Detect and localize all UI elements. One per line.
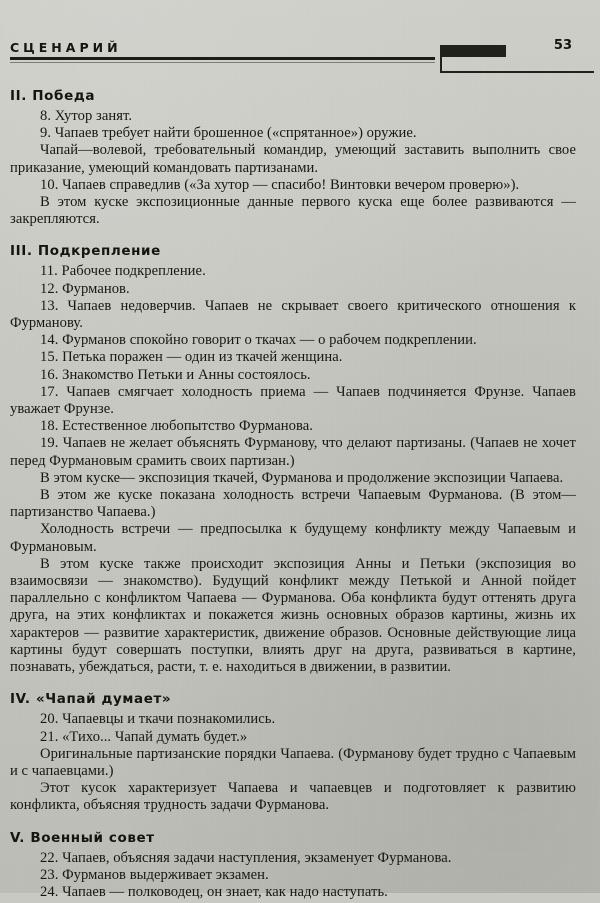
section-podkreplenie bbox=[10, 243, 576, 676]
header-rule bbox=[10, 57, 435, 60]
running-title: СЦЕНАРИЙ bbox=[10, 40, 122, 55]
paragraph: Оригинальные партизанские порядки Чапаева. (Фурманову будет трудно с Чапаевым и с чапаевцами.) bbox=[10, 745, 576, 779]
paragraph: 22. Чапаев, объясняя задачи наступления, экзаменует Фурманова. bbox=[40, 849, 452, 866]
paragraph: 24. Чапаев — полководец, он знает, как надо наступать. bbox=[40, 883, 388, 900]
paragraph: Чапай—волевой, требовательный командир, умеющий заставить выполнить свое приказание, умеющий командовать партизанами. bbox=[10, 142, 576, 176]
paragraph: В этом же куске показана холодность встречи Чапаевым Фурманова. (В этом— партизанство Чапаева.) bbox=[10, 487, 576, 521]
paragraph: 18. Естественное любопытство Фурманова. bbox=[40, 418, 313, 435]
paragraph: 20. Чапаевцы и ткачи познакомились. bbox=[40, 711, 276, 728]
paragraph: 8. Хутор занят. bbox=[40, 108, 133, 124]
paragraph: 19. Чапаев не желает объяснять Фурманову, что делают партизаны. (Чапаев не хочет перед Фурмановым срамить своих партизан.) bbox=[10, 435, 576, 469]
paragraph: В этом куске— экспозиция ткачей, Фурманова и продолжение экспозиции Чапаева. bbox=[40, 469, 564, 486]
paragraph: 11. Рабочее подкрепление. bbox=[40, 263, 206, 280]
section-heading: II. Победа bbox=[10, 88, 96, 104]
paragraph: 13. Чапаев недоверчив. Чапаев не скрывает своего критического отношения к Фурманову. bbox=[10, 297, 576, 332]
section-heading: V. Военный совет bbox=[10, 829, 155, 846]
document-body bbox=[10, 88, 576, 903]
section-voennyy-sovet bbox=[10, 830, 576, 902]
paragraph: В этом куске также происходит экспозиция Анны и Петьки (экспозиция во взаимосвязи — знакомство). Будущий конфликт между Петькой и Анной пойдет параллельно с конфликтом Чапаева — Фурманова. Оба конфликта будут оттенять друга друга, на этих конфликтах и покажется жизнь основных образов картины, жизнь их характеров — развитие характеристик, движение образов. Основные действующие лица картины будут совершать поступки, влиять друг на друга, развиваться в картине, познавать, убеждаться, расти, т. е. находиться в движении, в развитии. bbox=[10, 555, 576, 676]
paragraph: 17. Чапаев смягчает холодность приема — Чапаев подчиняется Фрунзе. Чапаев уважает Фрунзе. bbox=[10, 383, 576, 418]
paragraph: 16. Знакомство Петьки и Анны состоялось. bbox=[40, 366, 311, 383]
paragraph: 10. Чапаев справедлив («За хутор — спасибо! Винтовки вечером проверю»). bbox=[40, 176, 520, 193]
section-heading: III. Подкрепление bbox=[10, 243, 161, 260]
paragraph: 14. Фурманов спокойно говорит о ткачах — о рабочем подкреплении. bbox=[40, 332, 477, 349]
section-chapay-dumaet bbox=[10, 691, 576, 814]
paragraph: 9. Чапаев требует найти брошенное («спрятанное») оружие. bbox=[40, 125, 417, 142]
paragraph: 15. Петька поражен — один из ткачей женщина. bbox=[40, 349, 343, 366]
paragraph: 12. Фурманов. bbox=[40, 280, 130, 297]
paragraph: В этом куске экспозиционные данные первого куска еще более развиваются — закрепляются. bbox=[10, 194, 576, 228]
page-header bbox=[8, 38, 590, 72]
paragraph: 21. «Тихо... Чапай думать будет.» bbox=[40, 728, 248, 745]
paragraph: 23. Фурманов выдерживает экзамен. bbox=[40, 866, 269, 883]
paragraph: Холодность встречи — предпосылка к будущему конфликту между Чапаевым и Фурмановым. bbox=[10, 521, 576, 555]
page-number: 53 bbox=[553, 38, 572, 53]
section-heading: IV. «Чапай думает» bbox=[10, 691, 172, 708]
paragraph: Этот кусок характеризует Чапаева и чапаевцев и подготовляет к развитию конфликта, объясняя трудность задачи Фурманова. bbox=[10, 780, 576, 814]
section-pobeda bbox=[10, 88, 576, 228]
header-rule-thin bbox=[10, 62, 435, 63]
